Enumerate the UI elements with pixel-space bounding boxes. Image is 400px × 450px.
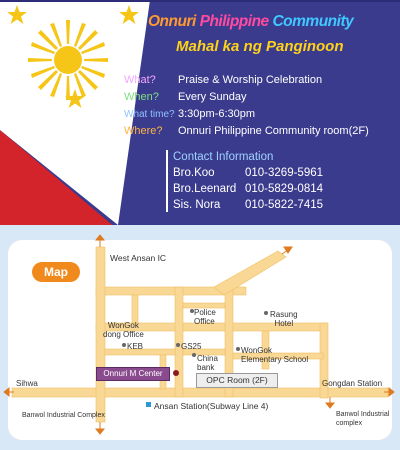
label-gs25: GS25 — [181, 342, 202, 351]
detail-value: 3:30pm-6:30pm — [178, 108, 256, 120]
label-wongok-school: WonGok Elementary School — [241, 346, 309, 364]
label-sihwa: Sihwa — [16, 379, 38, 388]
contact-heading: Contact Information — [173, 151, 274, 163]
label-opc-room: OPC Room (2F) — [196, 373, 278, 388]
map-section — [0, 225, 400, 450]
location-dot-icon — [173, 370, 179, 376]
label-ansan-station: Ansan Station(Subway Line 4) — [154, 401, 269, 411]
subway-icon — [146, 402, 151, 407]
star-icon — [64, 88, 86, 110]
detail-when — [124, 91, 246, 103]
contact-row — [173, 199, 323, 211]
label-wongok-office: WonGok dong Office — [103, 321, 144, 339]
label-keb: KEB — [127, 342, 144, 351]
subtitle: Mahal ka ng Panginoon — [176, 38, 344, 55]
label-banwol-right: Banwol Industrial complex — [336, 411, 390, 427]
contact-divider — [166, 150, 168, 212]
contact-phone[interactable]: 010-3269-5961 — [245, 167, 324, 179]
contact-phone[interactable]: 010-5822-7415 — [245, 199, 324, 211]
label-gongdan-station: Gongdan Station — [322, 379, 383, 388]
label-banwol-left: Banwol Industrial Complex — [22, 412, 105, 419]
detail-label: When? — [124, 91, 159, 103]
label-onnuri-center: Onnuri M Center — [96, 367, 170, 381]
detail-where — [124, 125, 369, 137]
detail-time — [124, 108, 255, 120]
detail-value: Every Sunday — [178, 91, 247, 103]
label-police-office: Police Office — [194, 308, 216, 326]
community-title — [148, 13, 353, 31]
title-word-community: Community — [272, 13, 354, 30]
contact-name: Sis. Nora — [173, 199, 221, 211]
label-west-ansan-ic: West Ansan IC — [110, 253, 167, 263]
detail-label: Where? — [124, 125, 163, 137]
contact-row — [173, 183, 323, 195]
detail-value: Praise & Worship Celebration — [178, 74, 323, 86]
star-icon — [6, 4, 28, 26]
detail-what — [124, 74, 322, 86]
label-rasung-hotel: Rasung Hotel — [270, 310, 298, 328]
title-word-onnuri: Onnuri — [148, 13, 200, 30]
contact-phone[interactable]: 010-5829-0814 — [245, 183, 324, 195]
detail-label: What? — [124, 74, 156, 86]
title-word-philippine: Philippine — [199, 13, 273, 30]
contact-name: Bro.Leenard — [173, 183, 237, 195]
detail-label: What time? — [124, 109, 175, 120]
map-badge: Map — [32, 262, 80, 282]
label-china-bank: China bank — [197, 354, 218, 372]
contact-row — [173, 167, 323, 179]
detail-value: Onnuri Philippine Community room(2F) — [178, 125, 369, 137]
star-icon — [118, 4, 140, 26]
contact-name: Bro.Koo — [173, 167, 215, 179]
